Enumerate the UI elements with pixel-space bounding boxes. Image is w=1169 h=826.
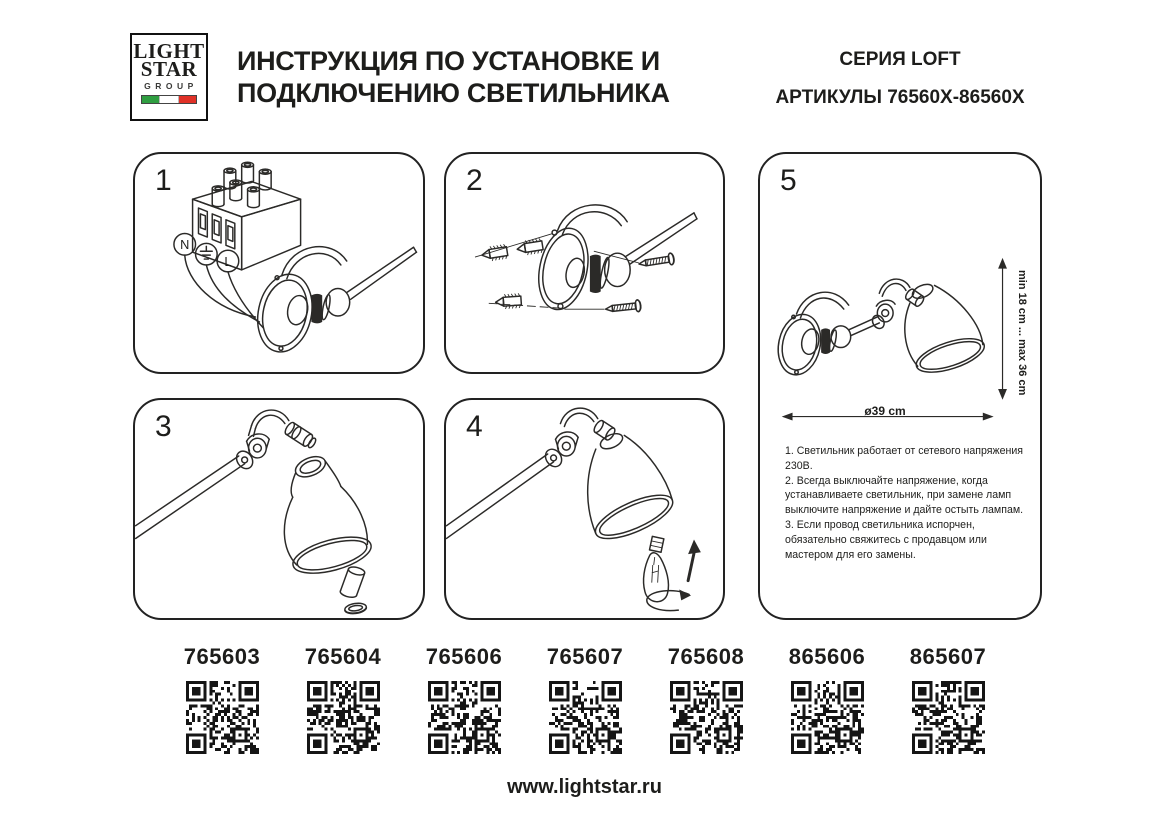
website-url: www.lightstar.ru [507,776,662,798]
wiring-illustration [135,154,423,372]
lightstar-logo [130,33,208,121]
shade-assembly-illustration [135,400,423,618]
article-code: 865606 [788,644,866,669]
step-panel-2-mounting [444,152,725,374]
articles-row [162,644,1008,759]
qr-code-icon [791,681,864,754]
article-code: 765606 [425,644,503,669]
header-right [745,49,1055,109]
qr-code-icon [307,681,380,754]
article-code: 765607 [546,644,624,669]
width-dimension-label: ø39 cm [864,404,906,418]
article-cell [162,644,282,759]
article-cell [646,644,766,759]
logo-word-light: LIGHT [133,39,205,63]
logo-word-group: GROUP [144,81,198,91]
italian-flag-icon [141,95,197,104]
step-panel-3-shade-assembly [133,398,425,620]
safety-note: 1. Светильник работает от сетевого напряжения 230В. [785,445,1024,472]
height-dimension-label: min 18 cm ... max 36 cm [1016,270,1028,396]
qr-code-icon [670,681,743,754]
series-label: СЕРИЯ LOFT [839,49,961,70]
articles-range-label: АРТИКУЛЫ 76560X-86560X [775,87,1025,108]
step-panel-1-wiring [133,152,425,374]
mounting-illustration [446,154,723,372]
wire-label-neutral: N [180,237,190,253]
article-cell [404,644,524,759]
article-cell [767,644,887,759]
step-number: 3 [155,410,172,443]
article-cell [525,644,645,759]
article-cell [888,644,1008,759]
qr-code-icon [186,681,259,754]
step-number: 5 [780,164,797,197]
safety-note: 3. Если провод светильника испорчен, обязательно свяжитесь с продавцом или мастером для его замены. [785,518,987,561]
page-title-line1: ИНСТРУКЦИЯ ПО УСТАНОВКЕ И [237,46,660,76]
bulb-installation-illustration [446,400,723,618]
article-code: 865607 [909,644,987,669]
article-code: 765604 [304,644,382,669]
article-code: 765608 [667,644,745,669]
step-number: 1 [155,164,172,197]
article-cell [283,644,403,759]
logo-word-star: STAR [140,57,198,81]
article-code: 765603 [183,644,261,669]
step-panel-4-bulb [444,398,725,620]
page-title-line2: ПОДКЛЮЧЕНИЮ СВЕТИЛЬНИКА [237,78,670,108]
qr-code-icon [912,681,985,754]
overview-panel [758,152,1042,620]
step-number: 4 [466,410,483,443]
safety-notes [785,444,1037,562]
step-number: 2 [466,164,483,197]
page-title [237,45,670,109]
wire-label-line: L [224,253,232,269]
qr-code-icon [428,681,501,754]
qr-code-icon [549,681,622,754]
safety-note: 2. Всегда выключайте напряжение, когда устанавливаете светильник, при замене ламп выключите напряжение и дайте остыть лампам. [785,474,1024,517]
